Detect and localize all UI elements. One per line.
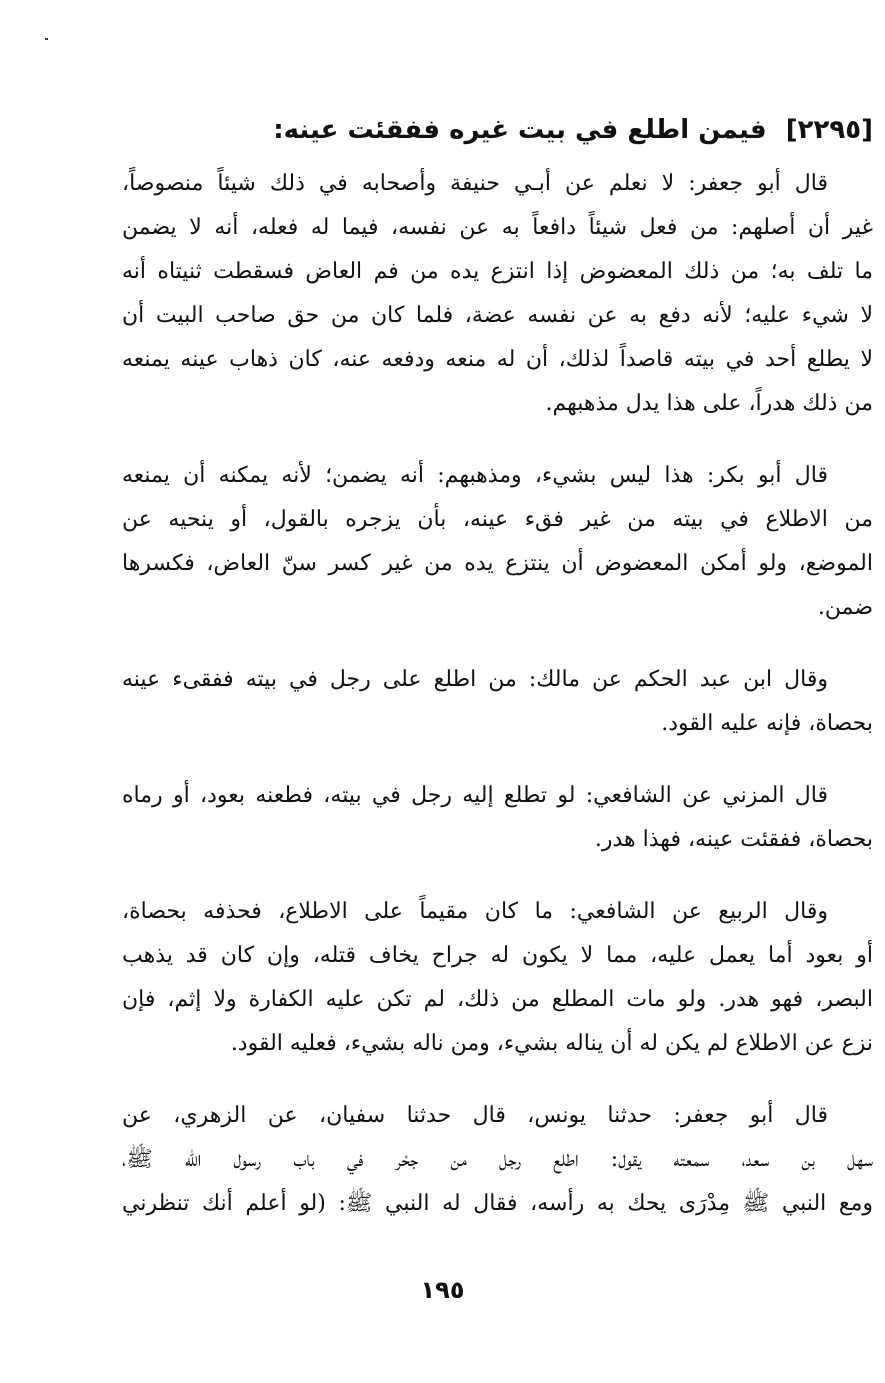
page-number: ١٩٥ [420,1276,465,1304]
scan-speck [45,38,48,40]
text-line: لا يطلع أحد في بيته قاصداً لذلك، أن له منعه ودفعه عنه، كان ذهاب عينه يمنعه [122,347,873,372]
text-line: وقال الربيع عن الشافعي: ما كان مقيماً على الاطلاع، فحذفه بحصاة، [122,899,828,924]
paragraph-4 [122,774,873,862]
text-line: نزع عن الاطلاع لم يكن له أن يناله بشيء، ومن ناله بشيء، فعليه القود. [230,1031,873,1056]
text-line: قال أبو جعفر: لا نعلم عن أبـي حنيفة وأصحابه في ذلك شيئاً منصوصاً، [122,171,828,196]
section-heading [113,110,873,150]
text-line: ومع النبي ﷺ مِدْرَى يحك به رأسه، فقال له النبي ﷺ: (لو أعلم أنك تنظرني [122,1191,873,1216]
text-line: أو بعود أما يعمل عليه، مما لا يكون له جراح يخاف قتله، وإن كان قد يذهب [122,943,873,968]
text-line: قال أبو جعفر: حدثنا يونس، قال حدثنا سفيان، عن الزهري، عن [122,1103,828,1128]
section-title: فيمن اطلع في بيت غيره ففقئت عينه: [273,115,767,145]
paragraph-2 [122,454,873,630]
paragraph-5 [122,890,873,1066]
paragraph-6 [122,1094,873,1226]
text-line: قال أبو بكر: هذا ليس بشيء، ومذهبهم: أنه يضمن؛ لأنه يمكنه أن يمنعه [122,463,828,488]
text-line: ما تلف به؛ من ذلك المعضوض إذا انتزع يده من فم العاض فسقطت ثنيتاه أنه [122,259,873,284]
text-line: غير أن أصلهم: من فعل شيئاً دافعاً به عن نفسه، فيما له فعله، أنه لا يضمن [122,215,874,240]
text-line: الموضع، ولو أمكن المعضوض أن ينتزع يده من غير كسر سنّ العاض، فكسرها [122,551,873,576]
paragraph-3 [122,658,873,746]
text-line: من الاطلاع في بيته من غير فقء عينه، بأن يزجره بالقول، أو ينحيه عن [122,507,873,532]
text-line: البصر، فهو هدر. ولو مات المطلع من ذلك، لم تكن عليه الكفارة ولا إثم، فإن [122,987,873,1012]
section-number: [٢٢٩٥] [785,115,873,145]
text-line: قال المزني عن الشافعي: لو تطلع إليه رجل في بيته، فطعنه بعود، أو رماه [122,783,828,808]
text-line: وقال ابن عبد الحكم عن مالك: من اطلع على رجل في بيته ففقىء عينه [122,667,828,692]
text-line: بحصاة، ففقئت عينه، فهذا هدر. [594,827,873,852]
text-line: بحصاة، فإنه عليه القود. [661,711,873,736]
text-line: من ذلك هدراً، على هذا يدل مذهبهم. [545,391,873,416]
text-line: سهل بن سعد، سمعته يقول: اطلع رجل من جحْر في باب رسول الله ﷺ، [122,1147,873,1172]
body-text [122,162,873,1254]
text-line: لا شيء عليه؛ لأنه دفع به عن نفسه عضة، فلما كان من حق صاحب البيت أن [122,303,873,328]
text-line: ضمن. [817,595,873,620]
paragraph-1 [122,162,873,426]
